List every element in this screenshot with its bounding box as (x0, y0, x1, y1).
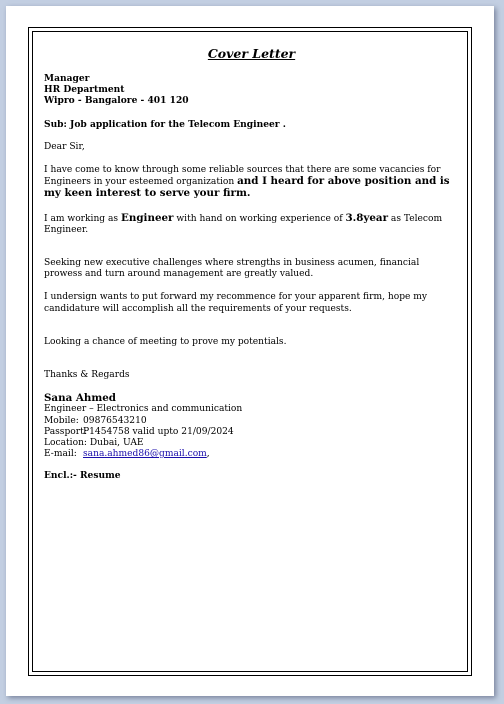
letter-title: Cover Letter (207, 46, 296, 61)
paragraph-1-text: I have come to know through some reliable sources that there are some vacancies for Engineers in your esteemed organization (44, 165, 441, 188)
paragraph-2-years: 3.8year (345, 211, 389, 224)
paragraph-4: I undersign wants to put forward my recommence for your apparent firm, hope my candidature will accomplish all the requirements of your requests. (44, 292, 428, 314)
mobile-number: 09876543210 (83, 415, 147, 426)
subject-line: Sub: Job application for the Telecom Engineer . (44, 118, 286, 130)
signature-passport (44, 427, 459, 438)
document-page (6, 6, 494, 696)
paragraph-2-post: as Telecom Engineer. (44, 213, 443, 235)
signature-name: Sana Ahmed (44, 392, 116, 405)
signature-mobile (44, 416, 459, 427)
paragraph-2-pre: I am working as (44, 213, 119, 224)
passport-value: P1454758 valid upto 21/09/2024 (83, 426, 234, 437)
mobile-label: Mobile: (44, 415, 79, 426)
salutation: Dear Sir, (44, 141, 85, 152)
paragraph-2-role: Engineer (121, 211, 174, 224)
signature-email (44, 449, 459, 460)
page-border-inner (32, 31, 468, 672)
email-label: E-mail: (44, 449, 77, 460)
recipient-line-2: HR Department (44, 84, 125, 96)
signature-location: Location: Dubai, UAE (44, 438, 144, 449)
recipient-line-1: Manager (44, 73, 90, 84)
recipient-address (44, 73, 459, 107)
closing: Thanks & Regards (44, 370, 130, 381)
page-border-outer (28, 27, 472, 676)
letter-content (44, 46, 459, 482)
paragraph-1 (44, 165, 459, 201)
passport-label: Passport: (44, 426, 87, 437)
recipient-line-3: Wipro - Bangalore - 401 120 (44, 95, 189, 107)
email-suffix: , (206, 449, 210, 460)
enclosure-line: Encl.:- Resume (44, 470, 121, 482)
paragraph-2-mid: with hand on working experience of (176, 213, 343, 224)
signature-block (44, 393, 459, 460)
paragraph-5: Looking a chance of meeting to prove my potentials. (44, 336, 287, 347)
paragraph-1-bold: and I heard for above position and is my keen interest to serve your firm. (44, 175, 450, 200)
paragraph-3: Seeking new executive challenges where strengths in business acumen, financial prowess and turn around management are greatly valued. (44, 258, 420, 280)
paragraph-2 (44, 213, 459, 236)
email-link[interactable]: sana.ahmed86@gmail.com (83, 449, 207, 460)
signature-title: Engineer – Electronics and communication (44, 404, 243, 415)
